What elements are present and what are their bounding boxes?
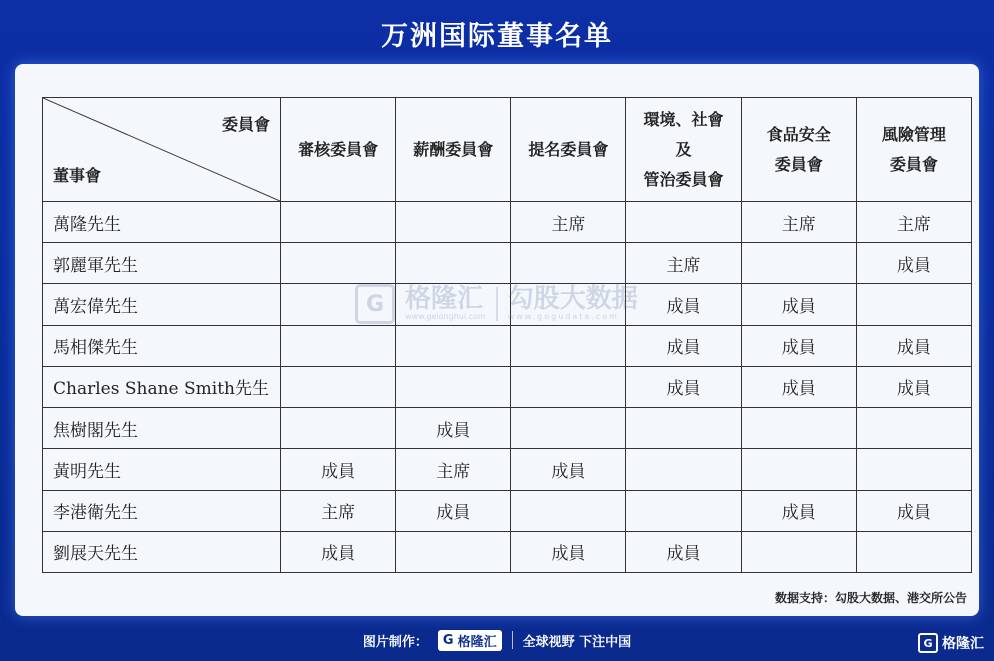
role-cell <box>856 449 971 490</box>
role-cell <box>281 325 396 366</box>
role-cell <box>396 325 511 366</box>
table-row <box>43 408 972 449</box>
role-cell: 成員 <box>856 325 971 366</box>
role-cell: 成員 <box>626 366 741 407</box>
role-cell <box>511 325 626 366</box>
role-cell <box>626 490 741 531</box>
role-cell: 成員 <box>856 490 971 531</box>
role-cell <box>741 449 856 490</box>
role-cell: 成員 <box>741 366 856 407</box>
data-source-note: 数据支持：勾股大数据、港交所公告 <box>774 591 967 605</box>
footer-divider <box>512 631 513 649</box>
table-row <box>43 202 972 243</box>
director-name: 馬相傑先生 <box>43 325 281 366</box>
director-name: 萬隆先生 <box>43 202 281 243</box>
role-cell <box>511 366 626 407</box>
role-cell: 主席 <box>856 202 971 243</box>
table-row <box>43 490 972 531</box>
director-name: 郭麗軍先生 <box>43 243 281 284</box>
corner-brand-logo <box>918 633 984 653</box>
role-cell: 主席 <box>281 490 396 531</box>
role-cell: 成員 <box>281 449 396 490</box>
director-name: 李港衛先生 <box>43 490 281 531</box>
committee-header: 風險管理 委員會 <box>856 98 971 202</box>
roster-card <box>15 64 979 616</box>
role-cell: 成員 <box>396 490 511 531</box>
footer-bar <box>0 627 994 653</box>
role-cell: 成員 <box>281 531 396 572</box>
table-row <box>43 531 972 572</box>
role-cell <box>741 531 856 572</box>
role-cell <box>511 490 626 531</box>
role-cell: 成員 <box>856 366 971 407</box>
director-name: 劉展天先生 <box>43 531 281 572</box>
committee-header: 食品安全 委員會 <box>741 98 856 202</box>
role-cell <box>396 366 511 407</box>
role-cell: 成員 <box>741 490 856 531</box>
gelonghui-logo-icon: G <box>442 632 454 648</box>
table-row <box>43 366 972 407</box>
director-name: 焦樹閣先生 <box>43 408 281 449</box>
role-cell: 主席 <box>396 449 511 490</box>
table-row <box>43 284 972 325</box>
role-cell <box>626 449 741 490</box>
role-cell <box>281 408 396 449</box>
committee-header: 審核委員會 <box>281 98 396 202</box>
committee-header: 環境、社會 及 管治委員會 <box>626 98 741 202</box>
role-cell <box>281 243 396 284</box>
role-cell <box>856 408 971 449</box>
watermark-site2: www.gogudata.com <box>507 312 619 322</box>
role-cell <box>396 284 511 325</box>
role-cell: 成員 <box>626 325 741 366</box>
footer-slogan: 全球视野 下注中国 <box>522 634 632 650</box>
corner-header-cell <box>43 98 281 202</box>
footer-brand-name: 格隆汇 <box>457 634 497 650</box>
footer-brand-logo <box>438 630 502 651</box>
role-cell <box>856 284 971 325</box>
role-cell <box>856 531 971 572</box>
committee-header: 提名委員會 <box>511 98 626 202</box>
footer-made-by: 图片制作： <box>362 634 428 650</box>
role-cell: 成員 <box>511 531 626 572</box>
watermark-site: www.gelonghui.com <box>405 312 486 322</box>
role-cell <box>741 243 856 284</box>
watermark-logo-icon: G <box>355 284 395 324</box>
role-cell: 主席 <box>511 202 626 243</box>
role-cell <box>741 408 856 449</box>
role-cell <box>281 202 396 243</box>
role-cell <box>396 243 511 284</box>
corner-board-label: 董事會 <box>53 166 102 185</box>
role-cell: 成員 <box>856 243 971 284</box>
role-cell <box>626 408 741 449</box>
table-row <box>43 325 972 366</box>
role-cell <box>281 284 396 325</box>
corner-committee-label: 委員會 <box>221 115 270 134</box>
corner-brand-name: 格隆汇 <box>942 636 984 652</box>
page-title: 万洲国际董事名单 <box>381 21 613 52</box>
watermark-brand: 格隆汇 <box>405 284 484 315</box>
role-cell <box>281 366 396 407</box>
director-name: Charles Shane Smith先生 <box>43 366 281 407</box>
role-cell: 成員 <box>626 531 741 572</box>
director-committee-table <box>42 97 972 573</box>
role-cell: 主席 <box>626 243 741 284</box>
role-cell: 主席 <box>741 202 856 243</box>
role-cell: 成員 <box>741 325 856 366</box>
role-cell <box>626 202 741 243</box>
table-row <box>43 243 972 284</box>
table-header-row <box>43 98 972 202</box>
role-cell <box>511 243 626 284</box>
role-cell <box>396 202 511 243</box>
role-cell <box>396 531 511 572</box>
role-cell: 成員 <box>741 284 856 325</box>
corner-logo-icon: G <box>918 633 938 653</box>
watermark-brand2: 勾股大数据 <box>507 284 638 315</box>
role-cell <box>511 408 626 449</box>
role-cell: 成員 <box>511 449 626 490</box>
director-name: 萬宏偉先生 <box>43 284 281 325</box>
role-cell: 成員 <box>626 284 741 325</box>
role-cell <box>511 284 626 325</box>
role-cell: 成員 <box>396 408 511 449</box>
table-row <box>43 449 972 490</box>
director-name: 黃明先生 <box>43 449 281 490</box>
committee-header: 薪酬委員會 <box>396 98 511 202</box>
